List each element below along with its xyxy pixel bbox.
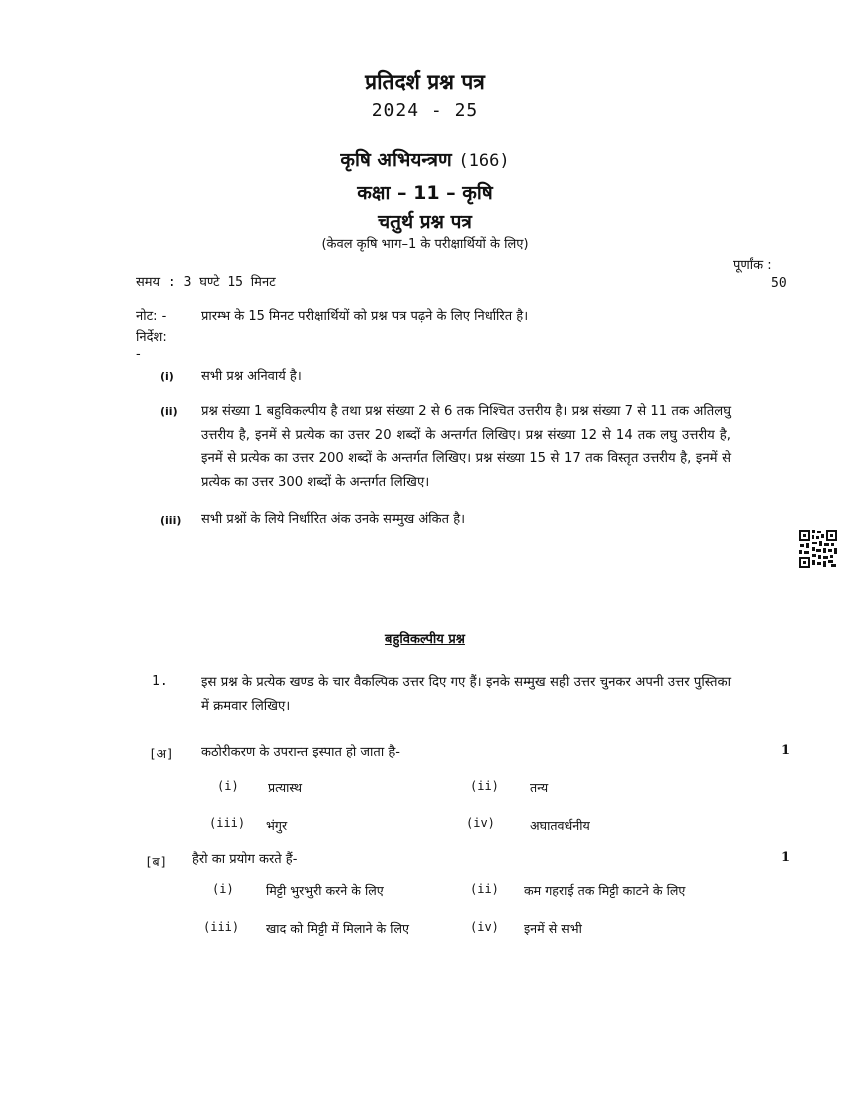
full-marks-value: 50 (771, 276, 787, 291)
option-number: (iv) (466, 816, 495, 830)
instruction-number: (ii) (160, 405, 178, 418)
subject-code: (166) (458, 151, 510, 171)
qr-code (798, 529, 838, 569)
option-text: प्रत्यास्थ (268, 780, 303, 795)
marks: 1 (781, 743, 791, 758)
full-marks-label: पूर्णांक : (733, 258, 772, 273)
question-intro: इस प्रश्न के प्रत्येक खण्ड के चार वैकल्पिक उत्तर दिए गए हैं। इनके सम्मुख सही उत्तर चुनकर अपनी उत्तर पुस्तिका में क्रमवार लिखिए। (201, 675, 731, 714)
option-number: (ii) (470, 882, 499, 896)
instructions-label: निर्देश: (136, 330, 167, 345)
marks: 1 (781, 850, 791, 865)
instruction-number: (iii) (160, 514, 182, 527)
eligibility-note: (केवल कृषि भाग–1 के परीक्षार्थियों के लिए) (321, 237, 529, 252)
note-label: नोट: - (136, 309, 167, 324)
subquestion-text: कठोरीकरण के उपरान्त इस्पात हो जाता है- (201, 745, 400, 760)
instruction-text: सभी प्रश्नों के लिये निर्धारित अंक उनके सम्मुख अंकित है। (201, 512, 466, 527)
instructions-dash: - (136, 347, 141, 362)
option-number: (iv) (470, 920, 499, 934)
subject-name: कृषि अभियन्त्रण (340, 149, 452, 171)
option-text: इनमें से सभी (524, 921, 582, 936)
time-allowed: समय : 3 घण्टे 15 मिनट (136, 275, 276, 290)
option-number: (i) (212, 882, 234, 896)
option-text: तन्य (530, 780, 549, 795)
note-text: प्रारम्भ के 15 मिनट परीक्षार्थियों को प्रश्न पत्र पढ़ने के लिए निर्धारित है। (201, 309, 529, 324)
subject-line (0, 146, 850, 172)
option-text: अघातवर्धनीय (530, 818, 590, 833)
subquestion-label: [ब] (145, 854, 168, 869)
option-text: खाद को मिट्टी में मिलाने के लिए (266, 921, 409, 936)
option-text: मिट्टी भुरभुरी करने के लिए (266, 883, 384, 898)
subquestion-text: हैरो का प्रयोग करते हैं- (192, 852, 298, 867)
option-number: (iii) (203, 920, 240, 934)
paper-number: चतुर्थ प्रश्न पत्र (378, 211, 472, 233)
session-year: 2024 - 25 (371, 100, 479, 121)
instruction-text: प्रश्न संख्या 1 बहुविकल्पीय है तथा प्रश्न संख्या 2 से 6 तक निश्चित उत्तरीय है। प्रश्न संख्या 7 से 11 तक अतिलघु उत्तरीय है, इनमें से प्रत्येक का उत्तर 20 शब्दों के अन्तर्गत लिखिए। प्रश्न संख्या 12 से 14 तक लघु उत्तरीय है, इनमें से प्रत्येक का उत्तर 200 शब्दों के अन्तर्गत लिखिए। प्रश्न संख्या 15 से 17 तक विस्तृत उत्तरीय है, इनमें से प्रत्येक का उत्तर 300 शब्दों के अन्तर्गत लिखिए। (201, 404, 731, 490)
section-heading: बहुविकल्पीय प्रश्न (385, 632, 465, 647)
option-number: (iii) (209, 816, 246, 830)
option-text: भंगुर (266, 818, 288, 833)
option-number: (i) (217, 779, 239, 793)
instruction-text: सभी प्रश्न अनिवार्य है। (201, 369, 302, 384)
option-text: कम गहराई तक मिट्टी काटने के लिए (524, 883, 686, 898)
option-number: (ii) (470, 779, 499, 793)
instruction-number: (i) (160, 370, 174, 383)
class-line: कक्षा – 11 – कृषि (357, 182, 493, 204)
paper-title: प्रतिदर्श प्रश्न पत्र (365, 70, 485, 94)
question-number: 1. (152, 674, 168, 689)
subquestion-label: [अ] (149, 746, 174, 761)
